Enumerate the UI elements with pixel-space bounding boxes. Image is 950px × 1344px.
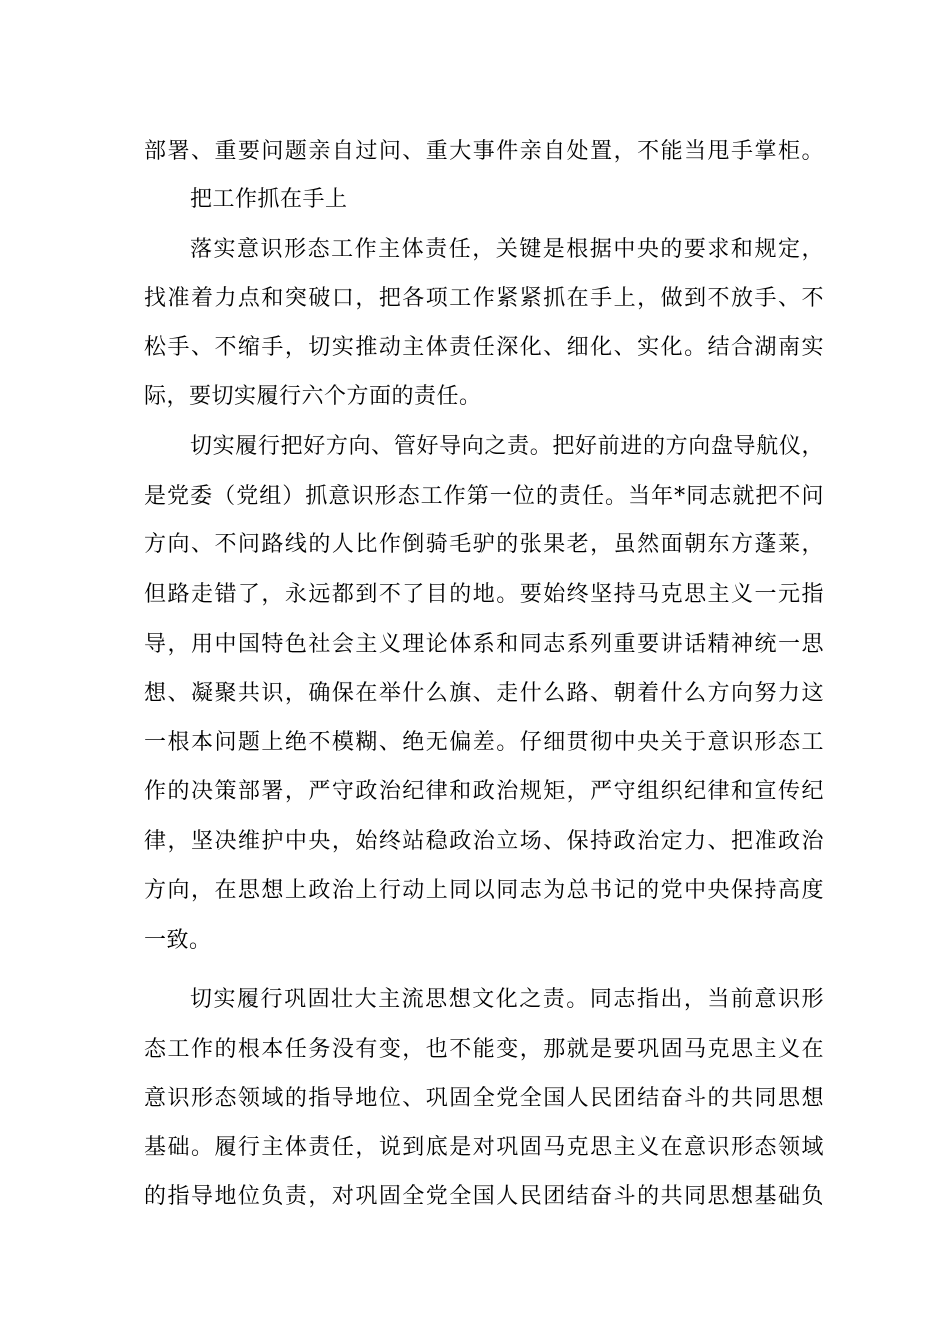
text-line: 作的决策部署，严守政治纪律和政治规矩，严守组织纪律和宣传纪 (144, 779, 824, 804)
text-line: 切实履行把好方向、管好导向之责。把好前进的方向盘导航仪， (190, 434, 824, 459)
text-line: 际，要切实履行六个方面的责任。 (144, 384, 482, 409)
text-line: 态工作的根本任务没有变，也不能变，那就是要巩固马克思主义在 (144, 1037, 824, 1062)
text-line: 基础。履行主体责任，说到底是对巩固马克思主义在意识形态领域 (144, 1135, 824, 1160)
text-line: 找准着力点和突破口，把各项工作紧紧抓在手上，做到不放手、不 (144, 286, 824, 311)
text-line: 松手、不缩手，切实推动主体责任深化、细化、实化。结合湖南实 (144, 335, 824, 360)
text-line: 方向，在思想上政治上行动上同以同志为总书记的党中央保持高度 (144, 878, 824, 903)
text-line: 意识形态领域的指导地位、巩固全党全国人民团结奋斗的共同思想 (144, 1086, 824, 1111)
text-line: 的指导地位负责，对巩固全党全国人民团结奋斗的共同思想基础负 (144, 1184, 824, 1209)
text-line: 想、凝聚共识，确保在举什么旗、走什么路、朝着什么方向努力这 (144, 681, 824, 706)
text-line: 部署、重要问题亲自过问、重大事件亲自处置，不能当甩手掌柜。 (144, 139, 824, 164)
text-line: 是党委（党组）抓意识形态工作第一位的责任。当年*同志就把不问 (144, 484, 824, 509)
text-line: 一根本问题上绝不模糊、绝无偏差。仔细贯彻中央关于意识形态工 (144, 730, 824, 755)
text-line: 方向、不问路线的人比作倒骑毛驴的张果老，虽然面朝东方蓬莱， (144, 532, 824, 557)
text-line: 落实意识形态工作主体责任，关键是根据中央的要求和规定， (190, 237, 824, 262)
text-line: 律，坚决维护中央，始终站稳政治立场、保持政治定力、把准政治 (144, 829, 824, 854)
text-line: 一致。 (144, 928, 212, 953)
text-line: 但路走错了，永远都到不了目的地。要始终坚持马克思主义一元指 (144, 582, 824, 607)
section-heading: 把工作抓在手上 (190, 187, 348, 212)
text-line: 导，用中国特色社会主义理论体系和同志系列重要讲话精神统一思 (144, 632, 824, 657)
text-line: 切实履行巩固壮大主流思想文化之责。同志指出，当前意识形 (190, 987, 824, 1012)
